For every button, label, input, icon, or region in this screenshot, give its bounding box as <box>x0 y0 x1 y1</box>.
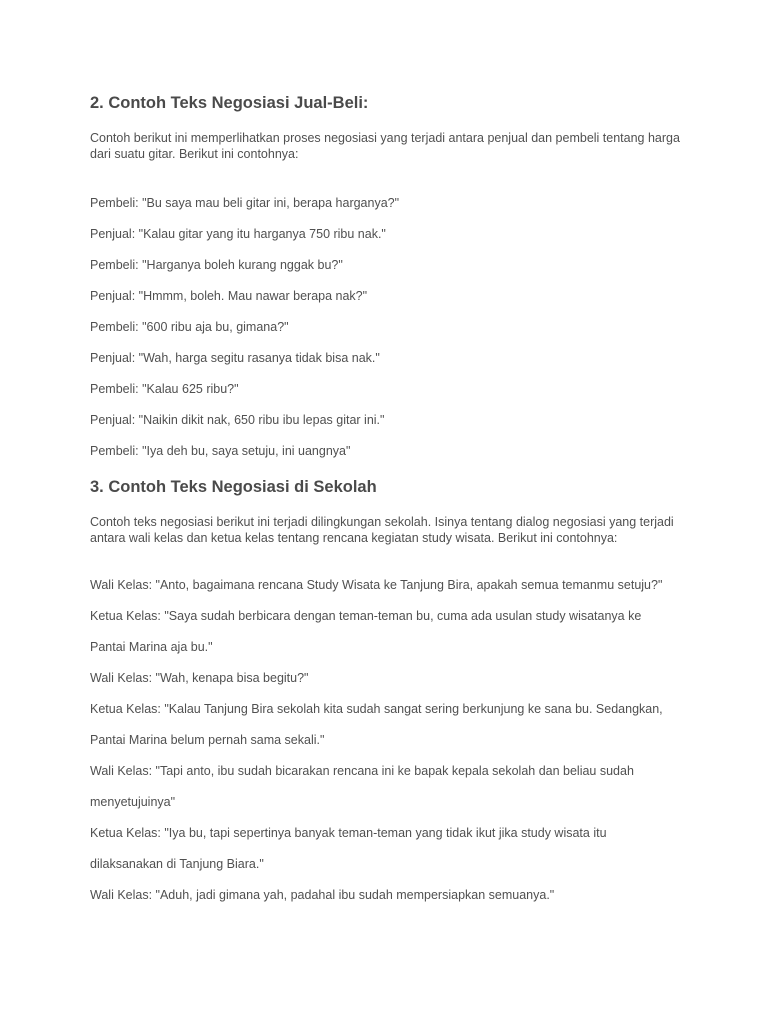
dialog-line: Penjual: "Kalau gitar yang itu harganya 750 ribu nak." <box>90 227 386 241</box>
dialog-line: Pembeli: "Iya deh bu, saya setuju, ini uangnya" <box>90 444 351 458</box>
dialog-line: Pembeli: "Kalau 625 ribu?" <box>90 382 239 396</box>
section-2-heading: 2. Contoh Teks Negosiasi Jual-Beli: <box>90 94 369 112</box>
dialog-line: Pembeli: "Harganya boleh kurang nggak bu?" <box>90 258 343 272</box>
dialog-line: Ketua Kelas: "Kalau Tanjung Bira sekolah kita sudah sangat sering berkunjung ke sana bu. Sedangkan, <box>90 702 663 716</box>
dialog-line: dilaksanakan di Tanjung Biara." <box>90 857 264 871</box>
dialog-line: Pembeli: "Bu saya mau beli gitar ini, berapa harganya?" <box>90 196 400 210</box>
dialog-line: Penjual: "Hmmm, boleh. Mau nawar berapa nak?" <box>90 289 368 303</box>
dialog-line: Wali Kelas: "Wah, kenapa bisa begitu?" <box>90 671 309 685</box>
dialog-line: Penjual: "Naikin dikit nak, 650 ribu ibu lepas gitar ini." <box>90 413 385 427</box>
section-3-heading: 3. Contoh Teks Negosiasi di Sekolah <box>90 478 377 496</box>
dialog-line: Pembeli: "600 ribu aja bu, gimana?" <box>90 320 289 334</box>
dialog-line: Penjual: "Wah, harga segitu rasanya tidak bisa nak." <box>90 351 380 365</box>
dialog-line: Wali Kelas: "Aduh, jadi gimana yah, padahal ibu sudah mempersiapkan semuanya." <box>90 888 555 902</box>
dialog-line: menyetujuinya" <box>90 795 176 809</box>
dialog-line: Wali Kelas: "Anto, bagaimana rencana Study Wisata ke Tanjung Bira, apakah semua temanmu setuju?" <box>90 578 663 592</box>
section-3-intro: Contoh teks negosiasi berikut ini terjadi dilingkungan sekolah. Isinya tentang dialog negosiasi yang terjadi antara wali kelas dan ketua kelas tentang rencana kegiatan study wisata. Berikut ini contohnya: <box>90 515 674 545</box>
dialog-line: Ketua Kelas: "Saya sudah berbicara dengan teman-teman bu, cuma ada usulan study wisatanya ke <box>90 609 642 623</box>
dialog-line: Ketua Kelas: "Iya bu, tapi sepertinya banyak teman-teman yang tidak ikut jika study wisata itu <box>90 826 607 840</box>
dialog-line: Pantai Marina aja bu." <box>90 640 213 654</box>
section-2-intro: Contoh berikut ini memperlihatkan proses negosiasi yang terjadi antara penjual dan pembeli tentang harga dari suatu gitar. Berikut ini contohnya: <box>90 131 680 161</box>
dialog-line: Pantai Marina belum pernah sama sekali." <box>90 733 325 747</box>
dialog-line: Wali Kelas: "Tapi anto, ibu sudah bicarakan rencana ini ke bapak kepala sekolah dan beliau sudah <box>90 764 634 778</box>
